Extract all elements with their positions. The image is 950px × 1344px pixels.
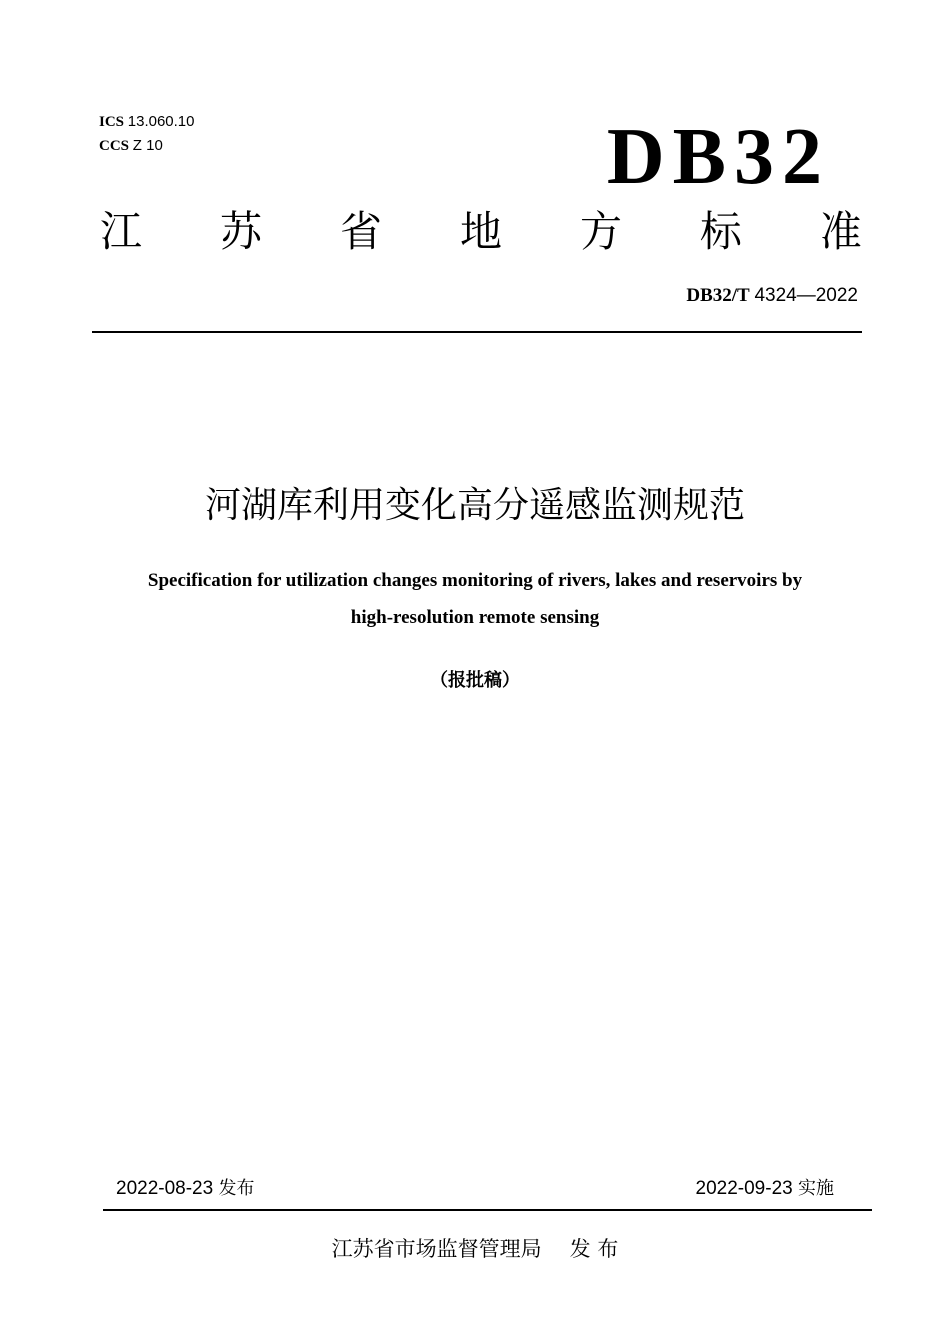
issuer-action: 发 布 (569, 1237, 619, 1261)
title-en-line: Specification for utilization changes monitoring of rivers, lakes and reservoirs by (147, 570, 803, 591)
standard-number-prefix: DB32/T (686, 285, 750, 306)
ics-value: 13.060.10 (127, 113, 195, 130)
standard-type-char: 地 (459, 207, 502, 256)
publish-date-value: 2022-08-23 (116, 1178, 214, 1199)
issuer (0, 1234, 950, 1264)
standard-type-char: 标 (699, 207, 742, 256)
draft-status: （报批稿） (430, 670, 520, 691)
standard-code: DB32 (606, 113, 830, 201)
ics-label: ICS (99, 114, 125, 130)
footer-divider (103, 1209, 872, 1211)
document-title-cn: 河湖库利用变化高分遥感监测规范 (204, 485, 745, 526)
standard-type-char: 方 (579, 207, 622, 256)
standard-type-char: 省 (339, 207, 382, 256)
standard-type-char: 江 (100, 207, 143, 256)
publish-date-label: 发布 (218, 1178, 255, 1199)
header-divider (92, 331, 862, 333)
ics-code (99, 113, 195, 131)
ccs-label: CCS (99, 138, 130, 154)
publish-date (116, 1176, 254, 1202)
title-en-line: high-resolution remote sensing (350, 607, 600, 628)
ccs-code (99, 137, 163, 155)
ccs-value: Z 10 (132, 137, 163, 154)
implement-date (696, 1176, 834, 1202)
standard-number (686, 284, 858, 308)
issuer-name: 江苏省市场监督管理局 (331, 1237, 542, 1261)
standard-type-char: 苏 (219, 207, 262, 256)
implement-date-label: 实施 (798, 1178, 834, 1199)
standard-number-value: 4324—2022 (754, 285, 858, 306)
implement-date-value: 2022-09-23 (695, 1178, 793, 1199)
standard-type (100, 202, 862, 262)
standard-type-char: 准 (819, 207, 862, 256)
document-title-en (60, 562, 890, 636)
